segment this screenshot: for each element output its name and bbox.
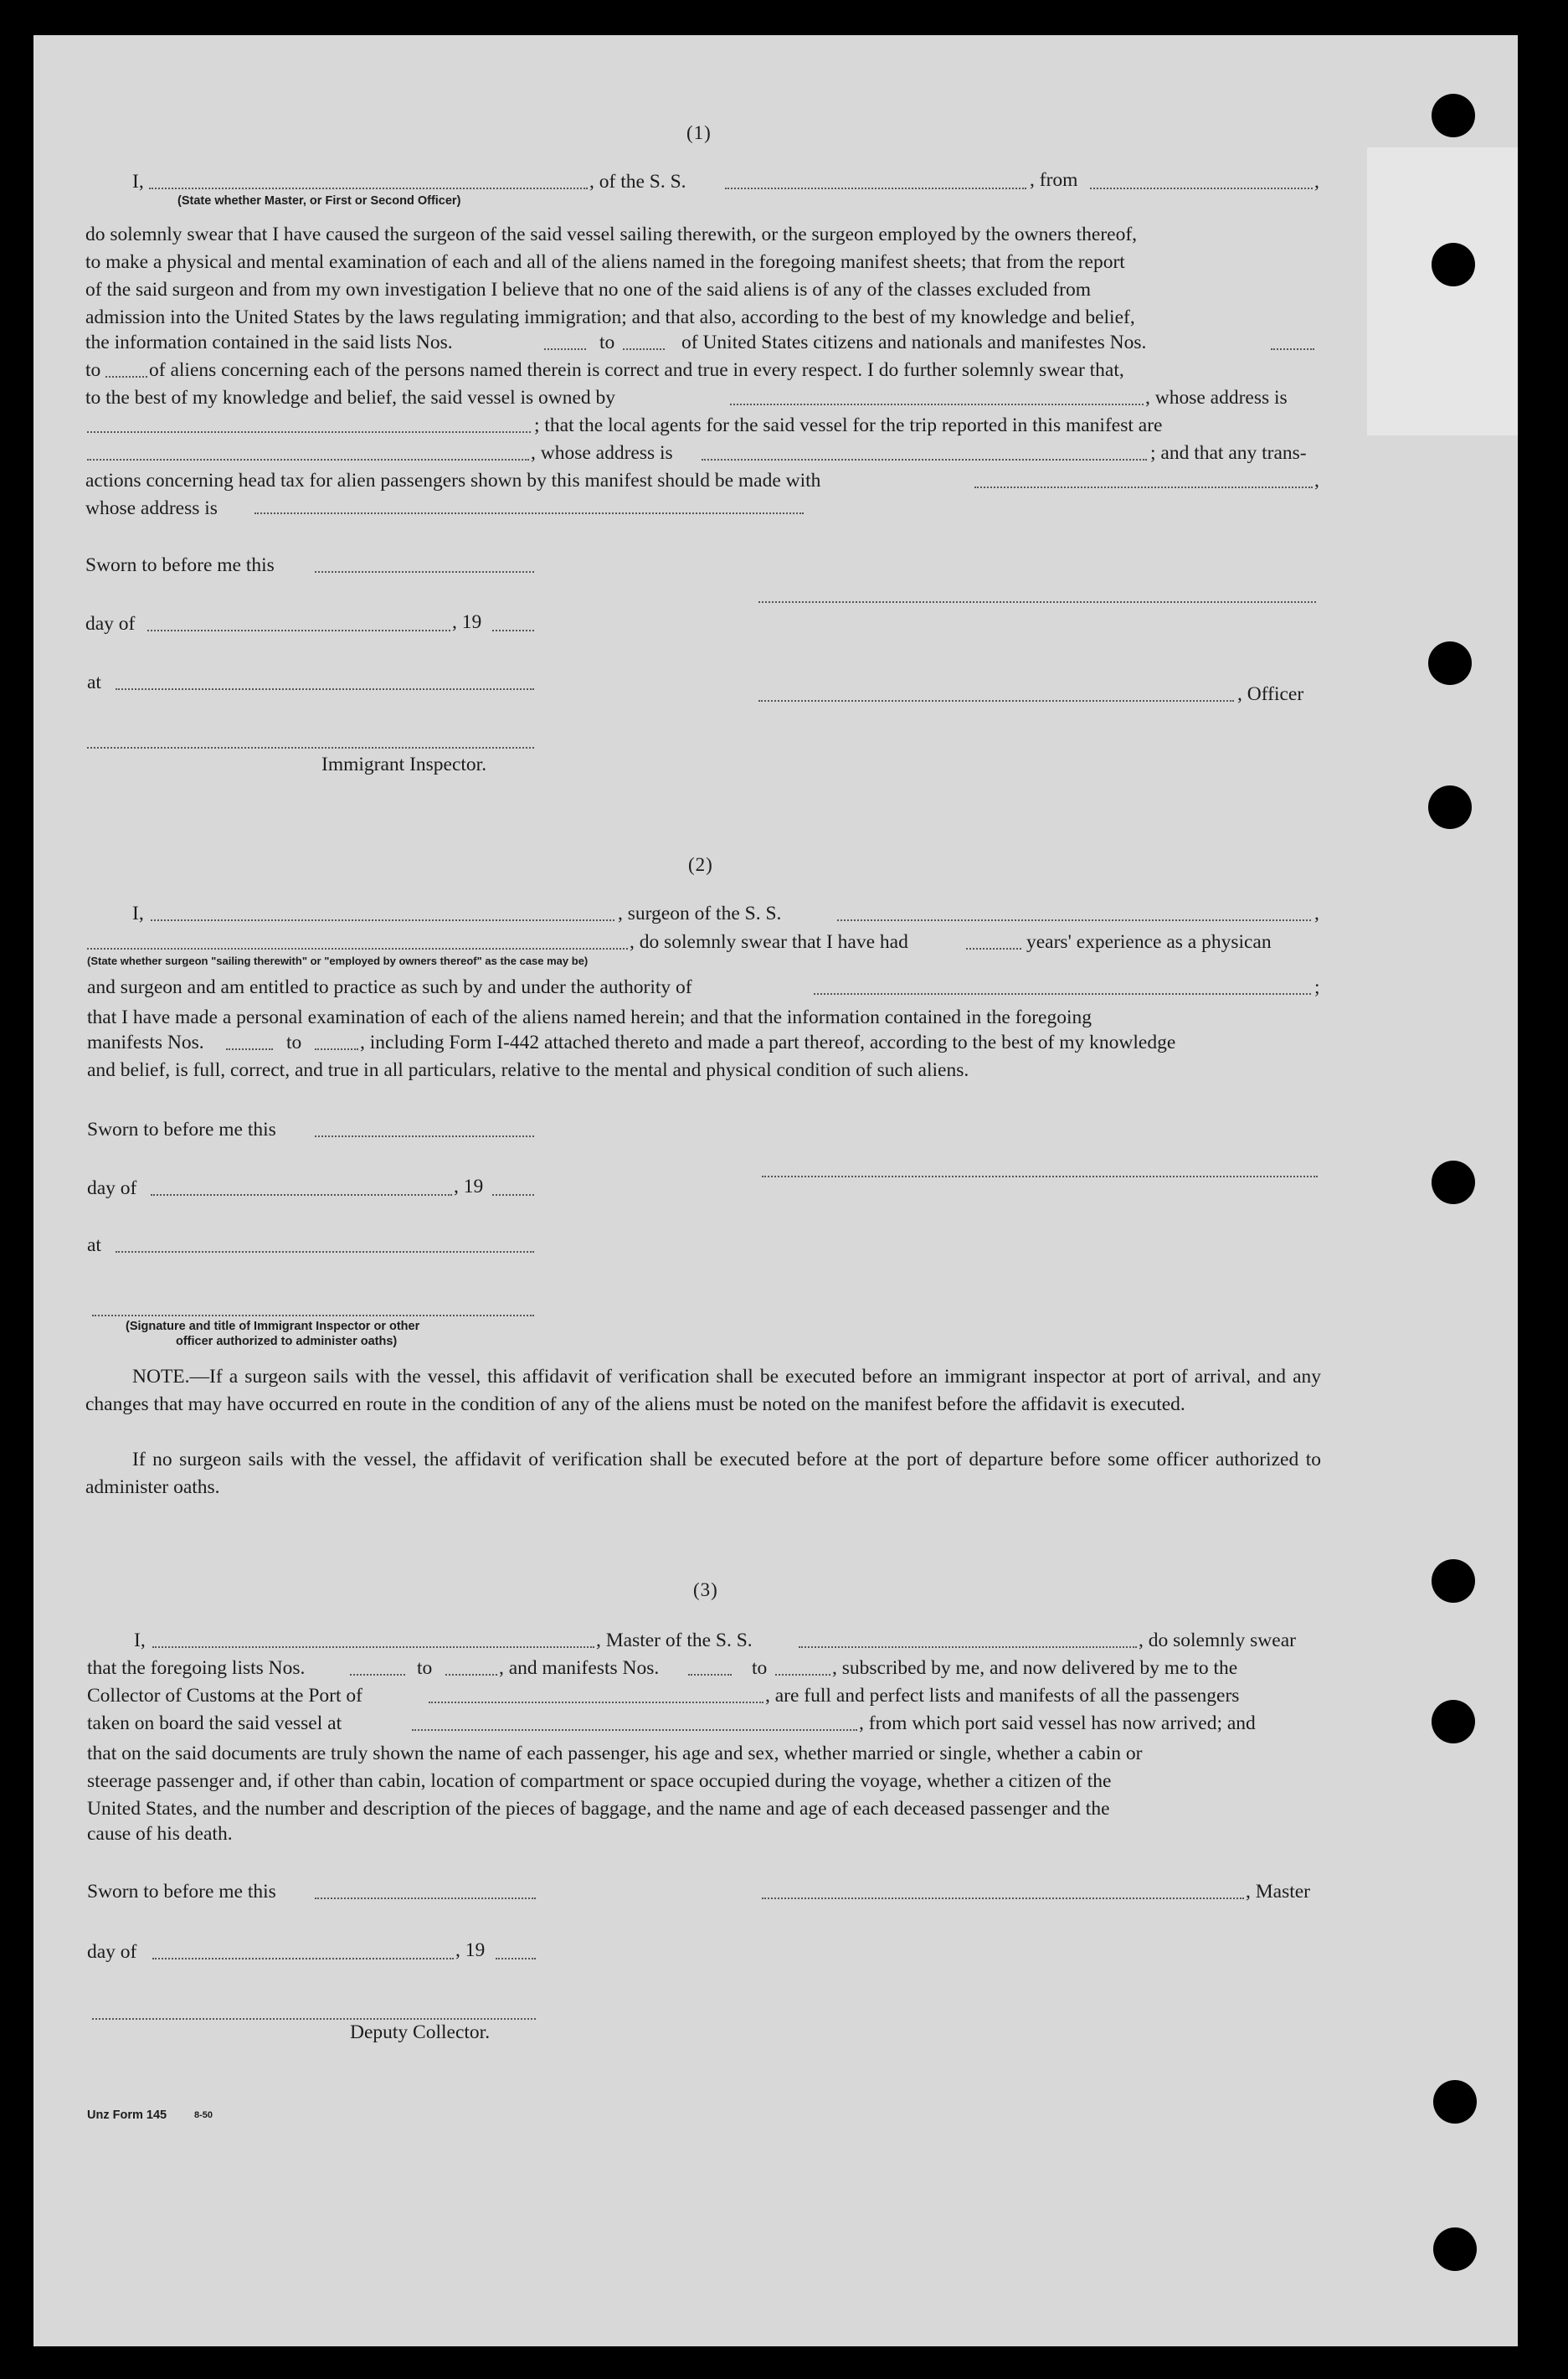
s1-of-the-ss: , of the S. S. [589, 171, 686, 193]
s2-manifests-to-field[interactable] [315, 1048, 358, 1050]
s1-lists-nos-to: to [599, 332, 615, 353]
s1-signature-line[interactable] [758, 601, 1316, 603]
s2-vessel-field[interactable] [837, 919, 1311, 921]
s2-manifests-from-field[interactable] [226, 1048, 273, 1050]
s3-last-line: cause of his death. [87, 1823, 233, 1845]
s1-transactions-text: ; and that any trans- [1150, 442, 1307, 464]
s2-surgeon-note: (State whether surgeon "sailing therewith" or "employed by owners thereof" as the case may be) [87, 955, 589, 967]
s3-subscribed-text: , subscribed by me, and now delivered by me to the [832, 1657, 1238, 1679]
binder-hole [1428, 641, 1472, 685]
s3-lists-to-field[interactable] [445, 1674, 497, 1676]
s3-master-signature-line[interactable] [762, 1898, 1244, 1899]
s3-manifests-label: , and manifests Nos. [499, 1657, 660, 1679]
s1-officer-signature-line[interactable] [758, 700, 1234, 702]
s3-manifests-to: to [752, 1657, 768, 1679]
s1-oath-line: to make a physical and mental examination of each and all of the aliens named in the foregoing manifest sheets; that from the report [85, 251, 1125, 273]
s1-whose-address-field[interactable] [254, 512, 804, 514]
s2-authority-end: ; [1314, 976, 1320, 998]
s3-lists-label: that the foregoing lists Nos. [87, 1657, 306, 1679]
s1-officer-label: , Officer [1237, 683, 1304, 705]
s2-sig-note-2: officer authorized to administer oaths) [176, 1335, 398, 1348]
s1-at-label: at [87, 672, 101, 693]
s2-exam-line: that I have made a personal examination of each of the aliens named herein; and that the information contained in the foregoing [87, 1007, 1092, 1028]
s3-collector-label: Collector of Customs at the Port of [87, 1685, 362, 1707]
binder-hole [1433, 2080, 1477, 2124]
s3-lists-to: to [417, 1657, 433, 1679]
s1-at-field[interactable] [116, 688, 534, 690]
s3-arrived-text: , from which port said vessel has now arrived; and [859, 1712, 1256, 1734]
binder-hole [1432, 94, 1475, 137]
s3-i: I, [134, 1630, 146, 1651]
s1-inspector-label: Immigrant Inspector. [321, 754, 487, 775]
s1-head-tax-end: , [1314, 470, 1319, 492]
s1-owner-field[interactable] [730, 404, 1144, 405]
binder-hole [1432, 1559, 1475, 1603]
s2-sworn-label: Sworn to before me this [87, 1119, 276, 1141]
binder-hole [1433, 2227, 1477, 2271]
s1-agents-text: ; that the local agents for the said vessel for the trip reported in this manifest are [534, 415, 1163, 436]
s1-agents-field[interactable] [87, 459, 529, 461]
s1-inspector-signature-line[interactable] [87, 747, 534, 749]
s1-owner-address-field[interactable] [87, 431, 531, 433]
s2-year-field[interactable] [492, 1194, 534, 1196]
s1-whose-address-label: whose address is [85, 497, 218, 519]
s2-note-1: NOTE.—If a surgeon sails with the vessel, this affidavit of verification shall be executed before an immigrant inspector at port of arrival, and any changes that may have occurred en route in the condition of any of the aliens must be noted on the manifest before the affidavit is executed. [85, 1366, 1321, 1415]
s2-sworn-field[interactable] [315, 1135, 534, 1137]
s2-surgeon-type-field[interactable] [87, 948, 628, 950]
s3-deputy-signature-line[interactable] [92, 2018, 536, 2020]
s2-at-field[interactable] [116, 1251, 534, 1253]
s1-year-field[interactable] [492, 630, 534, 631]
s2-swear-text: , do solemnly swear that I have had [630, 931, 908, 953]
s2-name-field[interactable] [151, 919, 614, 921]
s3-vessel-field[interactable] [799, 1646, 1137, 1648]
s1-agents-address-field[interactable] [702, 459, 1147, 461]
s3-perfect-text: , are full and perfect lists and manifests of all the passengers [765, 1685, 1240, 1707]
s3-swear-text: , do solemnly swear [1139, 1630, 1296, 1651]
s1-from: , from [1030, 169, 1078, 191]
s1-day-field[interactable] [147, 630, 450, 631]
s1-oath-line: do solemnly swear that I have caused the surgeon of the said vessel sailing therewith, or the surgeon employed by the owners thereof, [85, 224, 1138, 245]
s1-lists-nos-to-field[interactable] [623, 348, 665, 350]
s1-year-label: , 19 [452, 611, 482, 633]
s1-citizens-text: of United States citizens and nationals and manifestes Nos. [681, 332, 1147, 353]
s2-note-2: If no surgeon sails with the vessel, the affidavit of verification shall be executed before at the port of departure before some officer authorized to administer oaths. [85, 1449, 1321, 1498]
s1-owner-address-label: , whose address is [1145, 387, 1288, 409]
s2-inspector-signature-line[interactable] [92, 1315, 534, 1316]
binder-hole [1432, 1161, 1475, 1204]
s1-manifests-to-field[interactable] [105, 376, 147, 378]
s3-port-field[interactable] [429, 1702, 763, 1703]
s1-to-label: to [85, 359, 101, 381]
s3-year-field[interactable] [496, 1958, 536, 1959]
s1-owned-label: to the best of my knowledge and belief, the said vessel is owned by [85, 387, 616, 409]
s3-documents-line: steerage passenger and, if other than cabin, location of compartment or space occupied during the voyage, whether a citizen of the [87, 1770, 1112, 1792]
s1-sworn-label: Sworn to before me this [85, 554, 275, 576]
section-2-number: (2) [688, 854, 713, 875]
s2-day-field[interactable] [151, 1194, 452, 1196]
s1-head-tax-field[interactable] [974, 487, 1313, 488]
binder-hole [1428, 785, 1472, 829]
form-code: 8-50 [194, 2110, 213, 2120]
s2-i: I, [132, 903, 144, 924]
s2-sig-note-1: (Signature and title of Immigrant Inspector or other [126, 1320, 420, 1333]
s2-at-label: at [87, 1234, 101, 1256]
s3-manifests-to-field[interactable] [775, 1674, 830, 1676]
s3-name-field[interactable] [152, 1646, 594, 1648]
s1-lists-nos-label: the information contained in the said lists Nos. [85, 332, 453, 353]
s2-day-of-label: day of [87, 1177, 137, 1199]
form-id: Unz Form 145 [87, 2109, 167, 2122]
binder-hole [1432, 243, 1475, 286]
s2-manifests-label: manifests Nos. [87, 1032, 204, 1053]
section-3-number: (3) [693, 1579, 718, 1600]
s3-master-of: , Master of the S. S. [596, 1630, 753, 1651]
s3-documents-text [87, 1740, 1324, 1823]
s1-manifests-nos-field[interactable] [1271, 348, 1314, 350]
binder-hole [1432, 1700, 1475, 1743]
s1-lists-nos-from-field[interactable] [544, 348, 586, 350]
s1-oath-line: of the said surgeon and from my own investigation I believe that no one of the said aliens is of any of the classes excluded from [85, 279, 1092, 301]
s1-officer-note: (State whether Master, or First or Second Officer) [177, 194, 461, 208]
s1-head-tax-text: actions concerning head tax for alien passengers shown by this manifest should be made with [85, 470, 821, 492]
s1-i: I, [132, 171, 144, 193]
s1-aliens-text: of aliens concerning each of the persons named therein is correct and true in every respect. I do further solemnly swear that, [149, 359, 1124, 381]
paper-patch [1367, 147, 1518, 435]
s1-agents-address-label: , whose address is [531, 442, 673, 464]
s2-signature-line[interactable] [762, 1176, 1318, 1177]
s1-day-of-label: day of [85, 613, 136, 635]
form-sheet [33, 35, 1518, 2346]
s3-sworn-label: Sworn to before me this [87, 1881, 276, 1903]
s2-year-label: , 19 [454, 1176, 484, 1197]
s1-line1-end: , [1314, 171, 1319, 193]
s3-lists-from-field[interactable] [350, 1674, 405, 1676]
s2-form-text: , including Form I-442 attached thereto and made a part thereof, according to the best of my knowledge [360, 1032, 1176, 1053]
s2-years-text: years' experience as a physican [1026, 931, 1272, 953]
s3-master-label: , Master [1246, 1881, 1311, 1903]
s2-line1-end: , [1314, 903, 1319, 924]
s1-from-field[interactable] [1090, 188, 1313, 189]
s2-surgeon-of: , surgeon of the S. S. [618, 903, 782, 924]
section-1-number: (1) [686, 122, 712, 143]
s3-deputy-label: Deputy Collector. [350, 2021, 491, 2043]
s3-taken-label: taken on board the said vessel at [87, 1712, 342, 1734]
s1-name-field[interactable] [149, 188, 588, 189]
s3-day-of-label: day of [87, 1941, 137, 1963]
s3-year-label: , 19 [455, 1939, 486, 1961]
s1-sworn-field[interactable] [315, 571, 534, 573]
s2-years-field[interactable] [966, 948, 1021, 950]
s3-sworn-field[interactable] [315, 1898, 536, 1899]
s3-documents-line: that on the said documents are truly shown the name of each passenger, his age and sex, whether married or single, whether a cabin or [87, 1743, 1143, 1764]
s3-taken-at-field[interactable] [412, 1729, 857, 1731]
s1-oath-line: admission into the United States by the laws regulating immigration; and that also, according to the best of my knowledge and belief, [85, 306, 1135, 328]
s3-manifests-from-field[interactable] [688, 1674, 732, 1676]
s2-authority-text: and surgeon and am entitled to practice as such by and under the authority of [87, 976, 692, 998]
s1-oath-text [85, 221, 1319, 332]
s3-day-field[interactable] [152, 1958, 454, 1959]
s1-vessel-field[interactable] [725, 188, 1026, 189]
s2-authority-field[interactable] [814, 993, 1311, 995]
s2-belief-text: and belief, is full, correct, and true in all particulars, relative to the mental and physical condition of such aliens. [87, 1059, 969, 1081]
s3-documents-line: United States, and the number and description of the pieces of baggage, and the name and age of each deceased passenger and the [87, 1798, 1110, 1820]
s2-exam-text [87, 1004, 1319, 1032]
s2-manifests-to: to [286, 1032, 302, 1053]
